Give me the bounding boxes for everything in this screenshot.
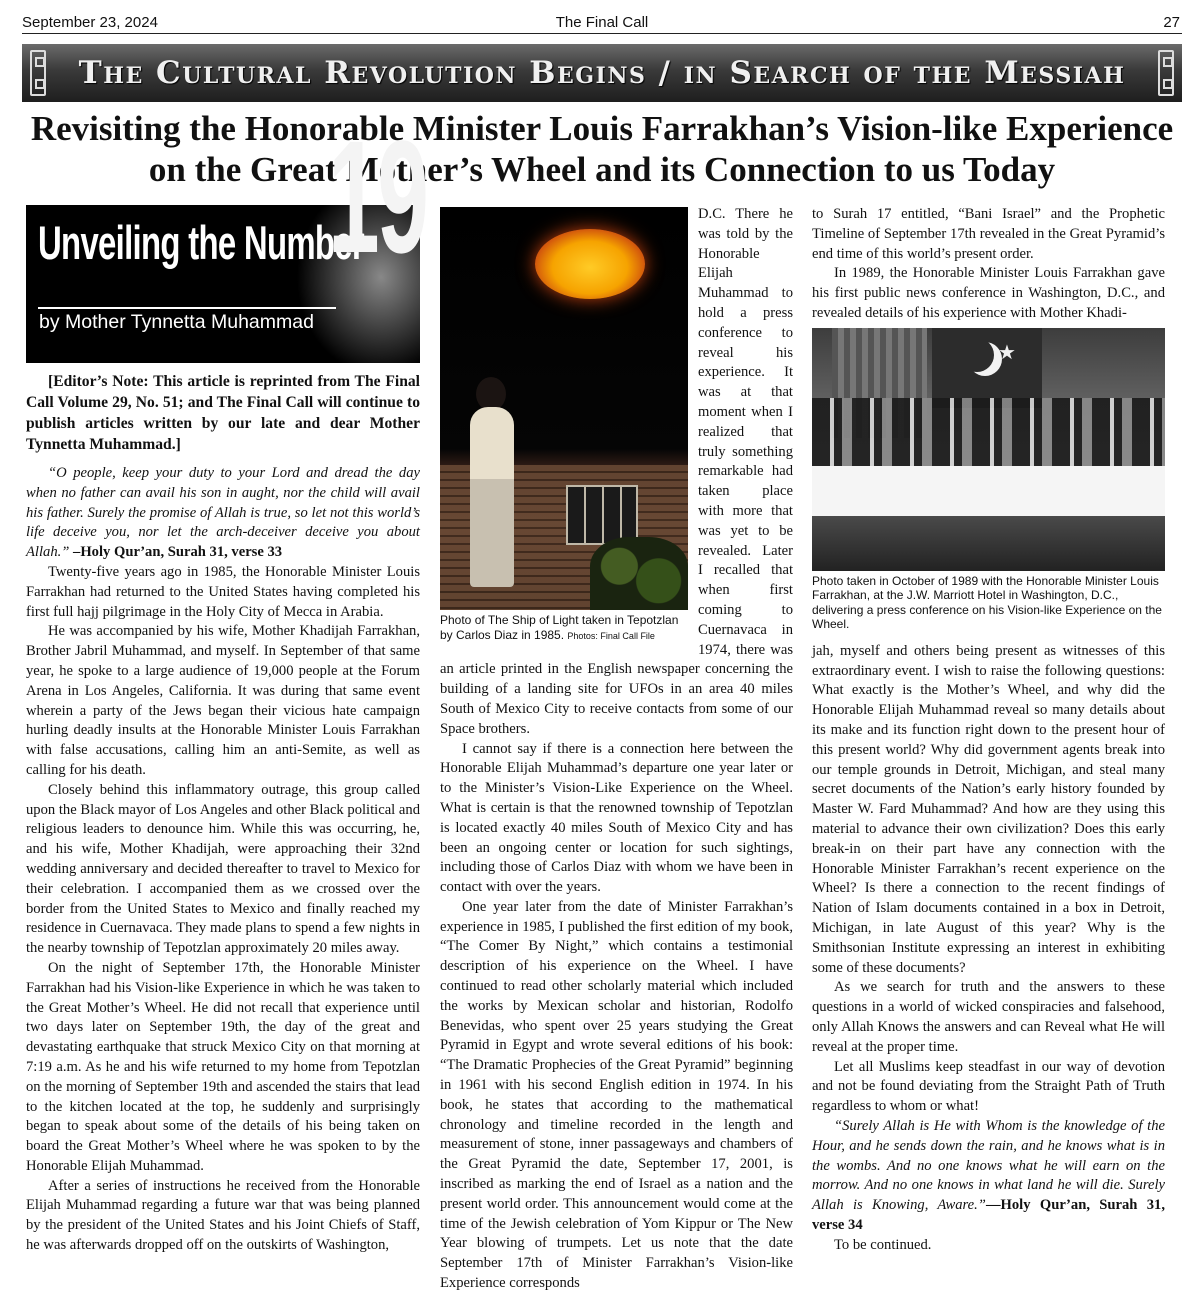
headline: Revisiting the Honorable Minister Louis Farrakhan’s Vision-like Experience on the Great Mother’s Wheel and its Connection to us Today (30, 109, 1174, 189)
crescent-icon (960, 338, 994, 372)
paragraph: to Surah 17 entitled, “Bani Israel” and the Prophetic Timeline of September 17th revealed in the Great Pyramid’s end time of this world’s present order. (812, 206, 1165, 262)
ship-of-light-figure (440, 207, 688, 643)
banner-ornament-right-icon (1158, 50, 1174, 96)
column-logo-title: Unveiling the Number (38, 216, 365, 269)
closing-quote-text: “Surely Allah is He with Whom is the knowledge of the Hour, and he sends down the rain, and he knows what is in the wombs. And no one knows what he will earn on the morrow. And no one knows in what land he will die. Surely Allah is Knowing, Aware.” (812, 1117, 1165, 1214)
banner-ornament-left-icon (30, 50, 46, 96)
column-2 (440, 205, 793, 1294)
paper-name: The Final Call (555, 14, 649, 31)
section-banner-text: The Cultural Revolution Begins / in Search of the Messiah (78, 55, 1126, 91)
photo-caption-text: Photo of The Ship of Light taken in Tepotzlan by Carlos Diaz in 1985. (440, 613, 679, 642)
column-1 (26, 107, 427, 1256)
press-conference-caption: Photo taken in October of 1989 with the Honorable Minister Louis Farrakhan, at the J.W. Marriott Hotel in Washington, D.C., delivering a press conference on his Vision-like Experience on the Wheel. (812, 573, 1162, 632)
photo-credit: Photos: Final Call File (567, 630, 655, 641)
editors-note: [Editor’s Note: This article is reprinted from The Final Call Volume 29, No. 51; and The Final Call will continue to publish articles written by our late and dear Mother Tynnetta Muhammad.] (26, 373, 420, 453)
paragraph: After a series of instructions he received from the Honorable Elijah Muhammad regarding a future war that was being planned by the president of the United States and his Joint Chiefs of Staff, he was afterwards dropped off on the outskirts of Washington, (26, 1177, 420, 1254)
closing-quote-citation: —Holy Qur’an, Surah 31, verse 34 (812, 1197, 1165, 1233)
column-logo-rule (38, 307, 336, 309)
running-head (22, 14, 1182, 34)
photo-bush (590, 537, 688, 610)
press-conference-photo (812, 328, 1165, 571)
opening-quote-text: “O people, keep your duty to your Lord and dread the day when no father can avail his son in aught, nor the child will avail his father. Surely the promise of Allah is true, so let not this world’s life deceive you, nor let the arch-deceiver deceive you about Allah.” (26, 465, 420, 561)
photo-dais-people (812, 398, 1165, 468)
ship-of-light-photo (440, 207, 688, 610)
byline: by Mother Tynnetta Muhammad (39, 311, 314, 333)
paragraph: On the night of September 17th, the Honorable Minister Farrakhan had his Vision-like Experience in which he was taken to the Great Mother’s Wheel. He did not recall that experience until two days later on September 19th, the day of the great and devastating earthquake that struck Mexico City on that morning at 7:19 a.m. As he and his wife returned to my home from Tepotzlan on the morning of September 19th and ascended the stairs that lead to the kitchen located at the top, he suddenly and surprisingly began to speak about some of the details of his being taken on board the Great Mother’s Wheel where he was spoken to by the Honorable Elijah Muhammad. (26, 959, 420, 1174)
column-3 (812, 205, 1165, 1255)
paragraph: Let all Muslims keep steadfast in our way of devotion and not be found deviating from the Straight Path of Truth regardless to whom or what! (812, 1058, 1165, 1115)
photo-window (566, 485, 638, 545)
paragraph: Twenty-five years ago in 1985, the Honorable Minister Louis Farrakhan had returned to the United States having completed his first full hajj pilgrimage in the Holy City of Mecca in Arabia. (26, 563, 420, 620)
section-banner (22, 44, 1182, 102)
star-icon: ★ (998, 341, 1016, 364)
paragraph: D.C. There he was told by the Honorable Elijah Muhammad to hold a press conference to reveal his experience. It was at that moment when I realized that truly something remarkable had taken place with more that was yet to be revealed. Later I recalled that when first coming to Cuernavaca in 1974, there was an article printed in the English newspaper concerning the building of a landing site for UFOs in an area 40 miles South of Mexico City to receive contacts from some of our Space brothers. (440, 206, 793, 737)
photo-audience (812, 516, 1165, 571)
column-logo (26, 107, 427, 363)
closing-quote (812, 1117, 1165, 1236)
paragraph: Closely behind this inflammatory outrage, this group called upon the Black mayor of Los Angeles and other Black political and religious leaders to denounce him. While this was occurring, he, and his wife, Mother Khadijah, were approaching their 32nd wedding anniversary and decided thereafter to travel to Mexico for their celebration. I accompanied them as we crossed over the border from the United States to Mexico and finally reached my residence in Cuernavaca. They made plans to spend a few nights in the nearby township of Tepotzlan approximately 20 miles away. (26, 781, 420, 957)
issue-date: September 23, 2024 (22, 14, 158, 31)
press-conference-figure (812, 328, 1165, 632)
paragraph: jah, myself and others being present as witnesses of this extraordinary event. I wish to raise the following questions: What exactly is the Mother’s Wheel, and why did the Honorable Elijah Muhammad reveal so many details about its make and its function right down to the present hour of this present world? Why did government agents break into our temple grounds in Detroit, Michigan, and steal many secret documents of the Nation’s early history founded by Master W. Fard Muhammad? And how are they using this material to advance their own civilization? Does this early break-in on their part have any connection with the Honorable Minister Farrakhan’s recent experience on the Wheel? Is there a connection to the recent findings of Nation of Islam documents contained in a box in Detroit, Michigan, in late August of this year? Why is the Smithsonian Institute expressing an interest in exhibiting some of these documents? (812, 642, 1165, 976)
paragraph: I cannot say if there is a connection here between the Honorable Elijah Muhammad’s departure one year later or to the Minister’s Vision-Like Experience on the Wheel. What is certain is that the renowned township of Tepotzlan is located exactly 40 miles South of Mexico City and has been an ongoing center or location for such sightings, including those of Carlos Diaz with whom we have been in contact with over the years. (440, 740, 793, 896)
paragraph: In 1989, the Honorable Minister Louis Farrakhan gave his first public news conference in Washington, D.C., and revealed details of his experience with Mother Khadi- (812, 265, 1165, 321)
paragraph: One year later from the date of Minister Farrakhan’s experience in 1985, I published the first edition of my book, “The Comer By Night,” which contains a testimonial description of his experience on the Wheel. I have continued to read other scholarly material which included the works by Mexican scholar and historian, Rodolfo Benevidas, who spent over 25 years studying the Great Pyramid in Egypt and wrote several editions of his book: “The Dramatic Prophecies of the Great Pyramid” beginning in 1961 with his second English edition in 1974. In his book, he states that according to the mathematical chronology and timeline recorded in the length and measurement of stone, inner passageways and chambers of the Great Pyramid the date, September 17, 2001, is inscribed as marking the end of Israel as a nation and the present world order. This announcement would come at the time of the Jewish celebration of Yom Kippur or The New Year blowing of trumpets. Let us note that the date September 17th of Minister Farrakhan’s Vision-like Experience corresponds (440, 898, 793, 1292)
ship-of-light-caption (440, 613, 688, 643)
opening-quote-citation: –Holy Qur’an, Surah 31, verse 33 (69, 544, 283, 561)
opening-quote (26, 464, 420, 563)
ship-of-light-glow (535, 229, 645, 299)
to-be-continued: To be continued. (834, 1236, 932, 1253)
paragraph: As we search for truth and the answers to these questions in a world of wicked conspiracies and falsehood, only Allah Knows the answers and can Reveal what He will reveal at the proper time. (812, 979, 1165, 1055)
page-number: 27 (1163, 14, 1180, 31)
paragraph: He was accompanied by his wife, Mother Khadijah Farrakhan, Brother Jabril Muhammad, and myself. In September of that same year, he spoke to a large audience of 19,000 people at the Forum Arena in Los Angeles, California. It was during that same event wherein a party of the Jews began their vicious hate campaign hurling deadly insults at the Honorable Minister Louis Farrakhan with false accusations, calling him an anti-Semite, as well as calling for his death. (26, 623, 420, 778)
photo-table (812, 466, 1165, 516)
photo-photographer-head (476, 377, 506, 411)
column-logo-number: 19 (328, 107, 427, 286)
photo-photographer (470, 407, 514, 587)
